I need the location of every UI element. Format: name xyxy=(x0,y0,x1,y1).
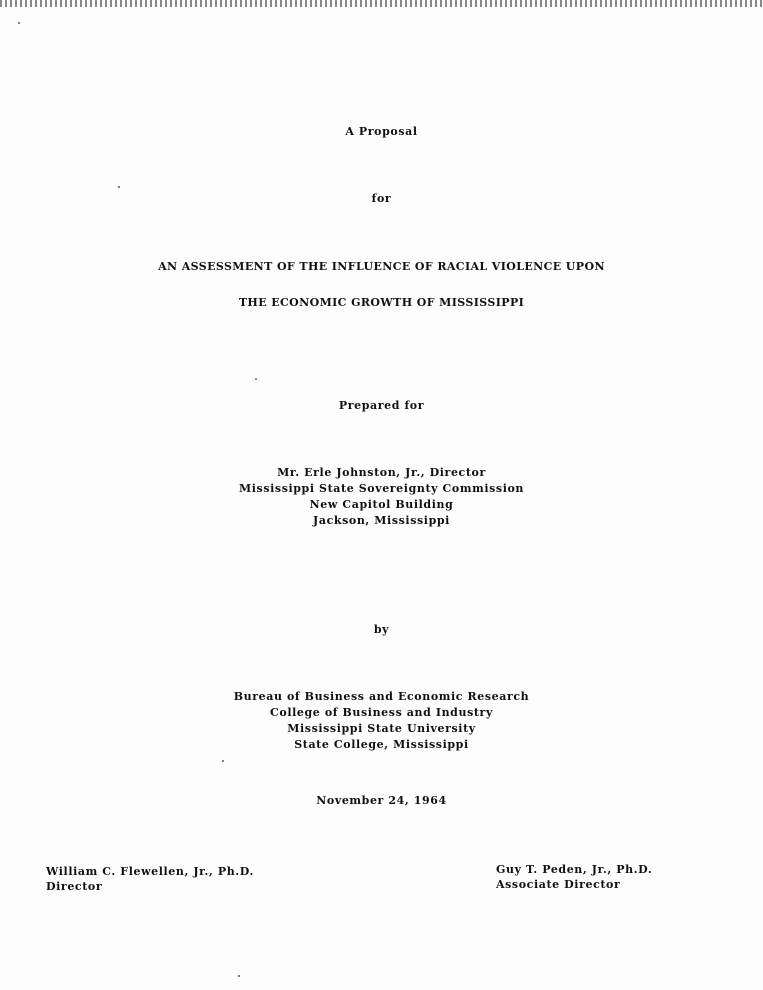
organization-block xyxy=(0,689,763,753)
title-line-2: THE ECONOMIC GROWTH OF MISSISSIPPI xyxy=(238,296,525,309)
document-date: November 24, 1964 xyxy=(316,794,447,807)
proposal-heading: A Proposal xyxy=(345,125,418,138)
scan-speck xyxy=(118,186,120,188)
page-top-border xyxy=(0,0,763,7)
recipient-block xyxy=(0,465,763,529)
title-line-1: AN ASSESSMENT OF THE INFLUENCE OF RACIAL VIOLENCE UPON xyxy=(158,260,605,273)
for-line: for xyxy=(371,192,392,205)
signatory-right-name: Guy T. Peden, Jr., Ph.D. xyxy=(496,863,653,876)
signatory-right xyxy=(496,862,652,892)
signatory-left-name: William C. Flewellen, Jr., Ph.D. xyxy=(46,865,254,878)
recipient-building: New Capitol Building xyxy=(309,498,454,511)
organization-bureau: Bureau of Business and Economic Research xyxy=(233,690,530,703)
signatory-right-title: Associate Director xyxy=(496,878,621,891)
organization-city: State College, Mississippi xyxy=(294,738,469,751)
recipient-organization: Mississippi State Sovereignty Commission xyxy=(238,482,525,495)
organization-college: College of Business and Industry xyxy=(270,706,493,719)
scan-speck xyxy=(255,378,257,380)
recipient-city: Jackson, Mississippi xyxy=(313,514,450,527)
prepared-for-label: Prepared for xyxy=(338,399,425,412)
recipient-name: Mr. Erle Johnston, Jr., Director xyxy=(277,466,486,479)
signatory-left xyxy=(46,864,254,894)
scan-speck xyxy=(222,760,224,762)
organization-university: Mississippi State University xyxy=(287,722,476,735)
scan-speck xyxy=(238,975,240,977)
scan-speck xyxy=(18,22,20,24)
by-line: by xyxy=(373,623,390,636)
signatory-left-title: Director xyxy=(46,880,103,893)
